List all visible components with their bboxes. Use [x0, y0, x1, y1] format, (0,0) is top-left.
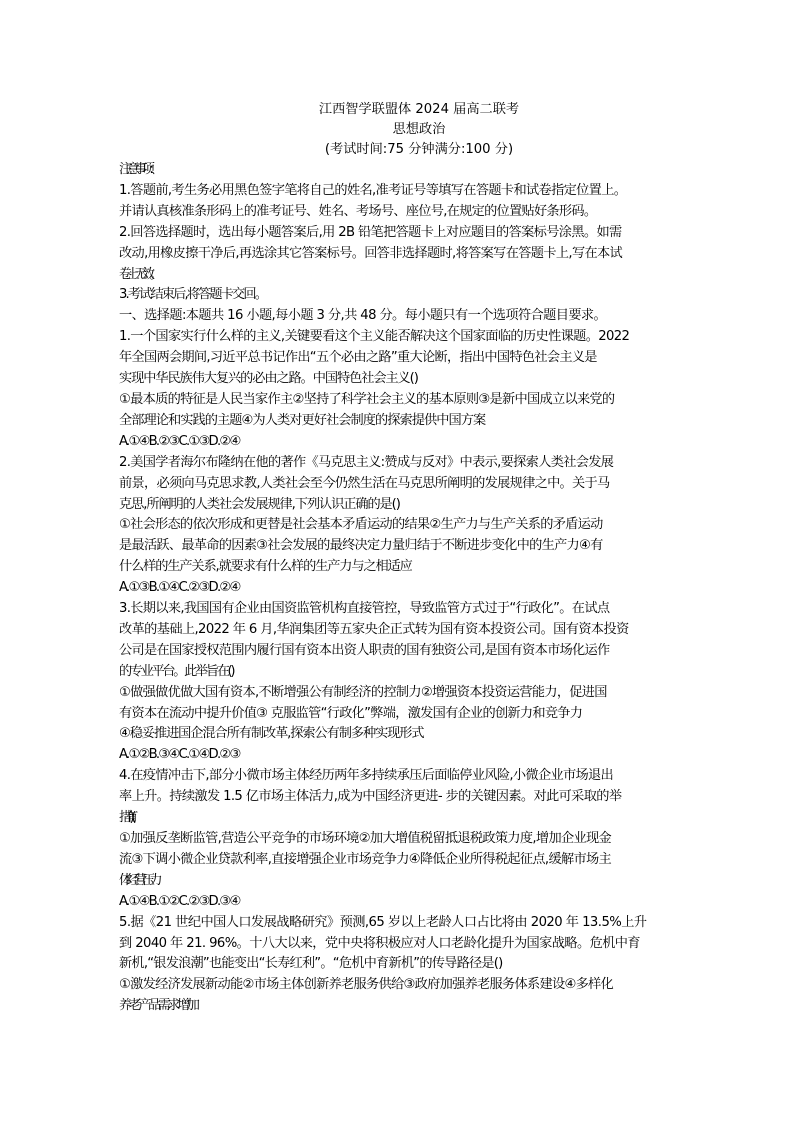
exam-info: (考试时间:75 分钟满分:100 分)	[324, 142, 514, 157]
text-line: 一、选择题:本题共 16 小题,每小题 3 分,共 48 分。每小题只有一个选项符合题目要求。	[119, 308, 607, 324]
text-line: 1.一个国家实行什么样的主义,关键要看这个主义能否解决这个国家面临的历史性课题。2022	[119, 329, 630, 345]
text-line: 率上升。持续激发 1.5 亿市场主体活力,成为中国经济更进- 步的关键因素。对此可采取的举	[119, 789, 622, 805]
text-line: 3.长期以来,我国国有企业由国资监管机构直接管控，导致监管方式过于“行政化”。在试点	[119, 601, 610, 617]
text-line: 流③下调小微企业贷款利率,直接增强企业市场竞争力④降低企业所得税起征点,缓解市场主	[119, 851, 611, 867]
exam-subject: 思想政治	[392, 122, 446, 137]
text-line: ①激发经济发展新动能②市场主体创新养老服务供给③政府加强养老服务体系建设④多样化	[119, 977, 614, 993]
text-line: 体经营压力	[119, 872, 157, 888]
text-line: 新机,“银发浪潮”也能变出“长寿红利”。“危机中育新机”的传导路径是()	[119, 956, 503, 972]
text-line: 2.美国学者海尔布隆纳在他的著作《马克思主义:赞成与反对》中表示,要探索人类社会发展	[119, 454, 614, 470]
exam-title: 江西智学联盟体 2024 届高二联考	[318, 102, 520, 117]
text-line: 卷上无效。	[119, 266, 157, 282]
text-line: ①加强反垄断监管,营造公平竞争的市场环境②加大增值税留抵退税政策力度,增加企业现金	[119, 831, 611, 846]
text-line: 的专业平台。此举旨在()	[119, 663, 234, 679]
text-line: 前景，必须向马克思求教,人类社会至今仍然生活在马克思所阐明的发展规律之中。关于马	[119, 475, 610, 491]
text-line: A.①③B.①④C.②③D.②④	[119, 580, 240, 596]
text-line: 措有()	[119, 810, 128, 826]
text-line: ①最本质的特征是人民当家作主②坚持了科学社会主义的基本原则③是新中国成立以来党的	[119, 391, 615, 407]
text-line: 全部理论和实践的主题④为人类对更好社会制度的探索提供中国方案	[119, 412, 486, 428]
text-line: A.①④B.①②C.②③D.③④	[119, 893, 240, 909]
text-line: 是最活跃、最革命的因素③社会发展的最终决定力量归结于不断进步变化中的生产力④有	[119, 538, 603, 554]
text-line: 公司是在国家授权范围内履行国有资本出资人职责的国有独资公司,是国有资本市场化运作	[119, 642, 610, 658]
exam-body	[119, 160, 719, 1017]
text-line: A.①④B.②③C.①③D.②④	[119, 433, 240, 449]
text-line: 克思,所阐明的人类社会发展规律,下列认识正确的是()	[119, 496, 400, 512]
text-line: 并请认真核准条形码上的准考证号、姓名、考场号、座位号,在规定的位置贴好条形码。	[119, 203, 597, 219]
text-line: 实现中华民族伟大复兴的必由之路。中国特色社会主义()	[119, 371, 418, 387]
text-line: 3.考试结束后,将答题卡交回。	[119, 287, 267, 303]
exam-page	[119, 100, 719, 1017]
text-line: 什么样的生产关系,就要求有什么样的生产力与之相适应	[119, 559, 412, 575]
text-line: 注意事项:	[119, 162, 149, 177]
text-line: ④稳妥推进国企混合所有制改革,探索公有制多种实现形式	[119, 726, 424, 742]
text-line: 2.回答选择题时，选出每小题答案后,用 2B 铅笔把答题卡上对应题目的答案标号涂黑。如需	[119, 224, 622, 240]
text-line: 养老产品需求增加	[119, 998, 197, 1014]
text-line: 有资本在流动中提升价值③ 克服监管“行政化”弊端，激发国有企业的创新力和竞争力	[119, 705, 583, 721]
text-line: 改动,用橡皮擦干净后,再选涂其它答案标号。回答非选择题时,将答案写在答题卡上,写在本试	[119, 245, 623, 261]
text-line: 到 2040 年 21. 96%。十八大以来，党中央将积极应对人口老龄化提升为国家战略。危机中育	[119, 935, 641, 951]
text-line: 5.据《21 世纪中国人口发展战略研究》预测,65 岁以上老龄人口占比将由 2020 年 13.5%上升	[119, 914, 647, 930]
text-line: 4.在疫情冲击下,部分小微市场主体经历两年多持续承压后面临停业风险,小微企业市场退出	[119, 768, 614, 784]
text-line: 年全国两会期间,习近平总书记作出“五个必由之路”重大论断，指出中国特色社会主义是	[119, 350, 597, 366]
text-line: A.①②B.③④C.①④D.②③	[119, 747, 240, 763]
text-line: ①做强做优做大国有资本,不断增强公有制经济的控制力②增强资本投资运营能力，促进国	[119, 684, 607, 700]
text-line: 改革的基础上,2022 年 6 月,华润集团等五家央企正式转为国有资本投资公司。国有资本投资	[119, 621, 629, 637]
text-line: ①社会形态的依次形成和更替是社会基本矛盾运动的结果②生产力与生产关系的矛盾运动	[119, 517, 603, 533]
text-line: 1.答题前,考生务必用黑色签字笔将自己的姓名,准考证号等填写在答题卡和试卷指定位置上。	[119, 182, 627, 198]
